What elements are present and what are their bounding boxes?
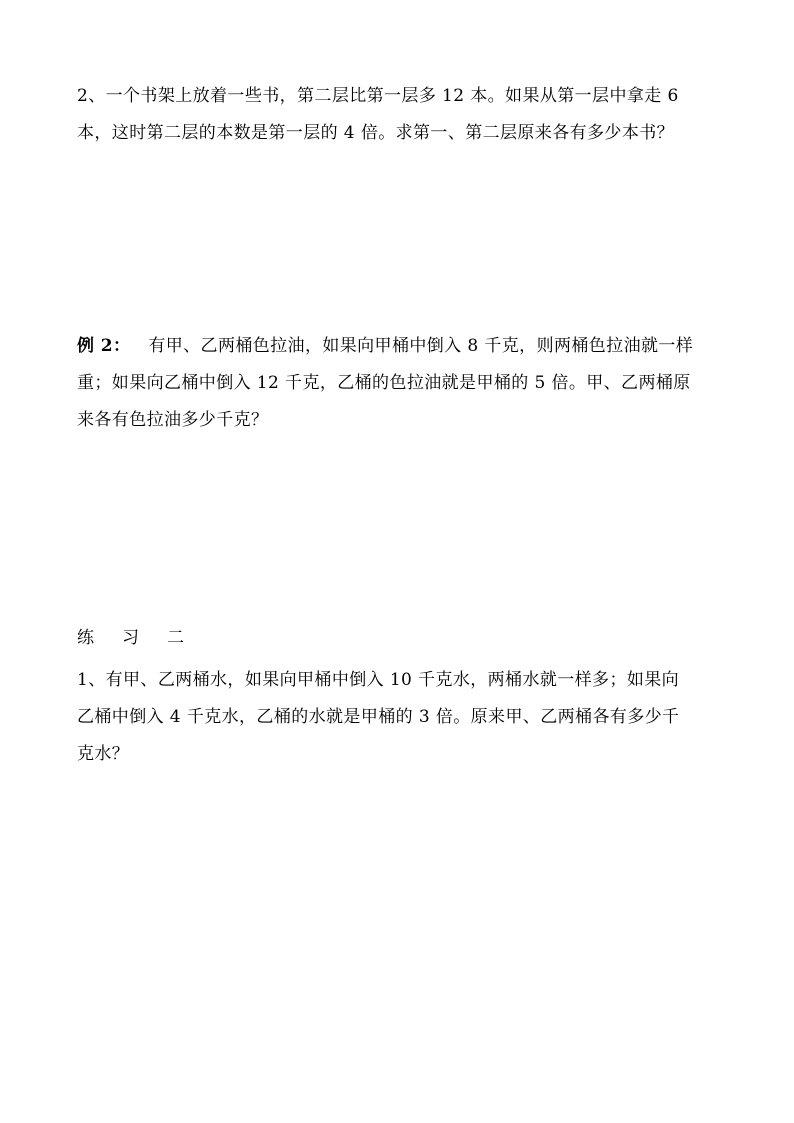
practice-problem-1-line-1: 1、有甲、乙两桶水，如果向甲桶中倒入 10 千克水，两桶水就一样多；如果向 [77, 670, 680, 690]
example-2-line-1 [77, 328, 720, 365]
example-2-label: 例 2： [77, 336, 131, 356]
practice-2-title-char-3: 二 [167, 628, 186, 648]
practice-2-title-char-2: 习 [122, 628, 141, 648]
example-2 [77, 328, 720, 439]
example-2-line-2: 重；如果向乙桶中倒入 12 千克，乙桶的色拉油就是甲桶的 5 倍。甲、乙两桶原 [77, 373, 691, 393]
example-2-text-1: 有甲、乙两桶色拉油，如果向甲桶中倒入 8 千克，则两桶色拉油就一样 [148, 336, 694, 356]
example-2-line-3: 来各有色拉油多少千克？ [77, 410, 269, 430]
problem-2 [77, 78, 720, 152]
problem-2-line-2: 本，这时第二层的本数是第一层的 4 倍。求第一、第二层原来各有多少本书？ [77, 123, 675, 143]
practice-problem-1 [77, 662, 720, 773]
practice-problem-1-line-3: 克水？ [77, 744, 130, 764]
practice-problem-1-line-2: 乙桶中倒入 4 千克水，乙桶的水就是甲桶的 3 倍。原来甲、乙两桶各有多少千 [77, 707, 680, 727]
practice-2-title-char-1: 练 [77, 628, 96, 648]
problem-2-line-1: 2、一个书架上放着一些书，第二层比第一层多 12 本。如果从第一层中拿走 6 [77, 86, 679, 106]
practice-2-title [77, 623, 212, 653]
